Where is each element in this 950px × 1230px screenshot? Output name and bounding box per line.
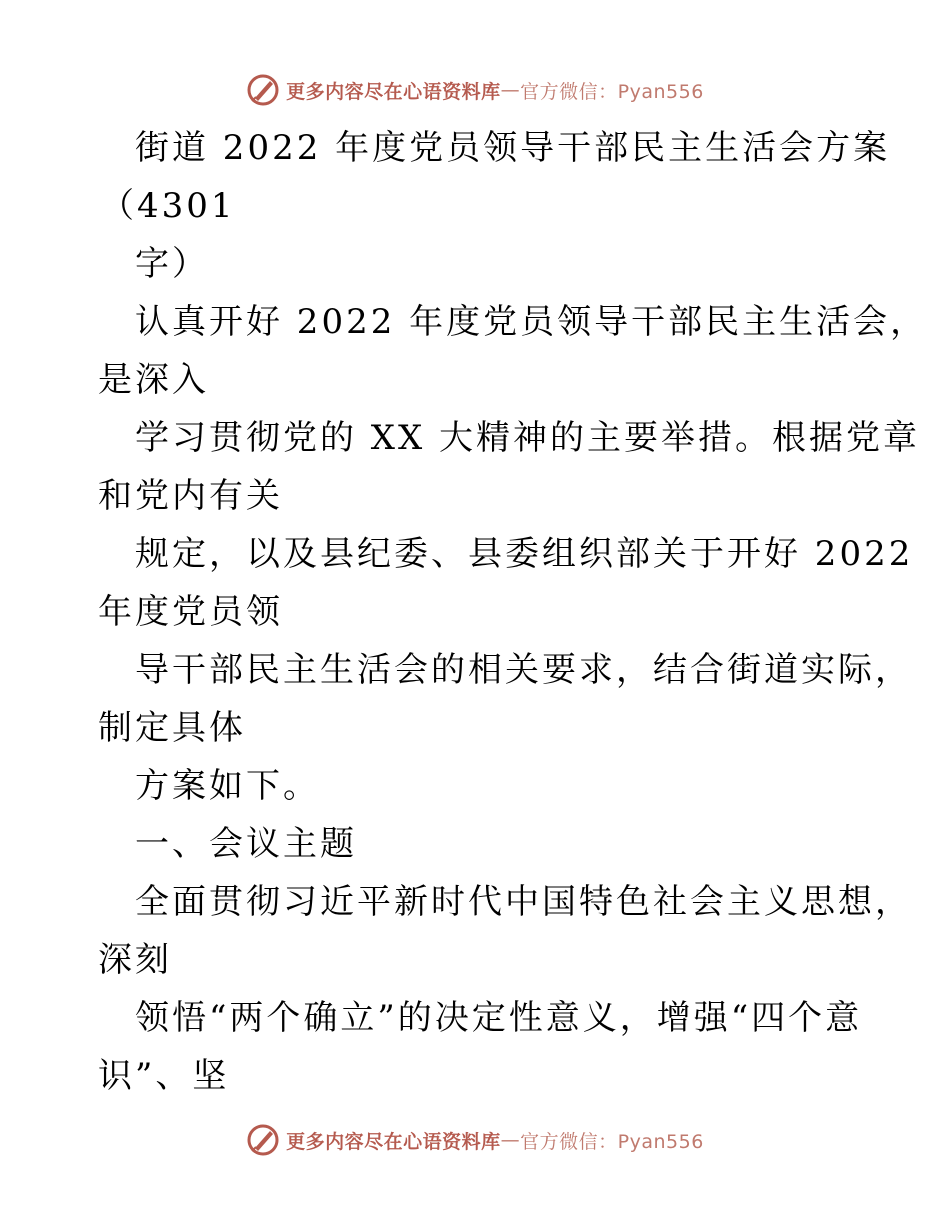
quill-pen-logo-icon — [246, 73, 280, 107]
watermark-separator: — — [500, 1129, 521, 1151]
watermark-separator: — — [500, 79, 521, 101]
paragraph-line: 学习贯彻党的 XX 大精神的主要举措。根据党章 — [135, 418, 921, 458]
paragraph-line: 和党内有关 — [98, 476, 283, 516]
footer-watermark — [0, 1120, 950, 1160]
paragraph-line: 年度党员领 — [98, 592, 283, 632]
paragraph-line: 认真开好 2022 年度党员领导干部民主生活会， — [135, 302, 928, 342]
paragraph-line: 制定具体 — [98, 708, 246, 748]
document-title-wordcount: （4301 — [100, 186, 236, 226]
section-heading: 一、会议主题 — [135, 824, 357, 864]
paragraph-line: 识”、坚 — [98, 1056, 230, 1096]
document-title: 街道 2022 年度党员领导干部民主生活会方案 — [135, 128, 891, 168]
paragraph-line: 深刻 — [98, 940, 172, 980]
watermark-main-text: 更多内容尽在心语资料库 — [286, 1130, 501, 1153]
paragraph-line: 领悟“两个确立”的决定性意义，增强“四个意 — [135, 998, 863, 1038]
paragraph-line: 规定，以及县纪委、县委组织部关于开好 2022 — [135, 534, 914, 574]
paragraph-line: 全面贯彻习近平新时代中国特色社会主义思想， — [135, 882, 912, 922]
quill-pen-logo-icon — [246, 1123, 280, 1157]
header-watermark — [0, 70, 950, 110]
paragraph-line: 导干部民主生活会的相关要求，结合街道实际， — [135, 650, 912, 690]
paragraph-line: 是深入 — [98, 360, 209, 400]
paragraph-line: 方案如下。 — [135, 766, 320, 806]
watermark-main-text: 更多内容尽在心语资料库 — [286, 80, 501, 103]
document-title-wordcount-end: 字） — [135, 244, 209, 284]
watermark-wechat-text: 官方微信：Pyan556 — [520, 80, 704, 103]
watermark-wechat-text: 官方微信：Pyan556 — [520, 1130, 704, 1153]
